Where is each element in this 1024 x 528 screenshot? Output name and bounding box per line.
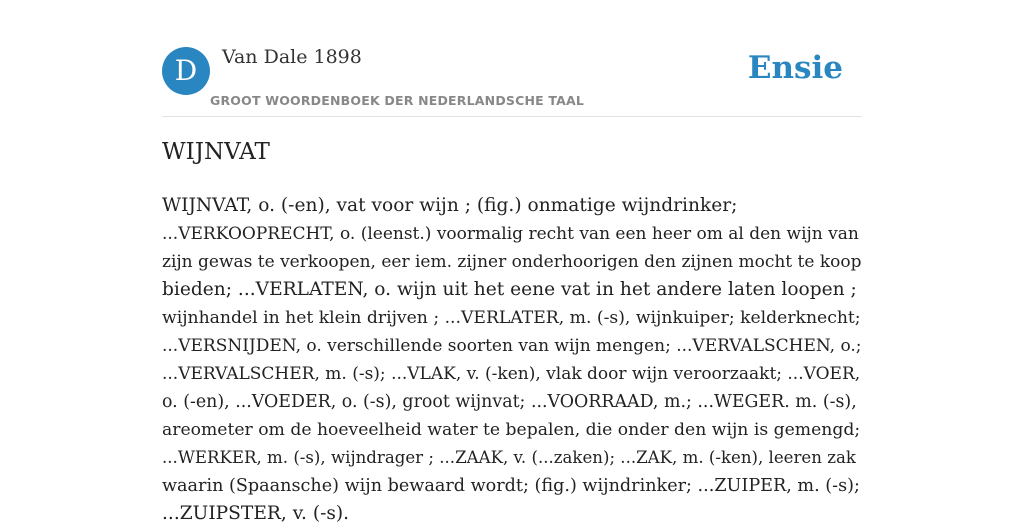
dictionary-subtitle: GROOT WOORDENBOEK DER NEDERLANDSCHE TAAL bbox=[210, 93, 585, 108]
definition-line: WIJNVAT, o. (-en), vat voor wijn ; (fig.) onmatige wijndrinker; bbox=[162, 195, 738, 216]
ensie-brand-link[interactable]: Ensie bbox=[747, 50, 843, 86]
definition-line: zijn gewas te verkoopen, eer iem. zijner onderhoorigen den zijnen mocht te koop bbox=[162, 252, 862, 272]
page bbox=[162, 0, 862, 524]
definition-line: wijnhandel in het klein drijven ; ...VERLATER, m. (-s), wijnkuiper; kelderknecht; bbox=[162, 308, 861, 328]
entry-definition bbox=[162, 192, 862, 528]
definition-line: o. (-en), ...VOEDER, o. (-s), groot wijnvat; ...VOORRAAD, m.; ...WEGER. m. (-s), bbox=[162, 392, 857, 412]
definition-line: ...VERVALSCHER, m. (-s); ...VLAK, v. (-ken), vlak door wijn veroorzaakt; ...VOER, bbox=[162, 364, 861, 384]
definition-line: ...WERKER, m. (-s), wijndrager ; ...ZAAK, v. (...zaken); ...ZAK, m. (-ken), leeren zak bbox=[162, 448, 856, 467]
site-header bbox=[162, 0, 862, 117]
definition-line: waarin (Spaansche) wijn bewaard wordt; (fig.) wijndrinker; ...ZUIPER, m. (-s); bbox=[162, 476, 860, 496]
dictionary-logo[interactable]: D bbox=[162, 47, 210, 95]
definition-line: ...VERSNIJDEN, o. verschillende soorten van wijn mengen; ...VERVALSCHEN, o.; bbox=[162, 336, 862, 356]
dictionary-title[interactable]: Van Dale 1898 bbox=[222, 46, 362, 68]
entry-headword: WIJNVAT bbox=[162, 139, 270, 165]
definition-line: areometer om de hoeveelheid water te bepalen, die onder den wijn is gemengd; bbox=[162, 420, 861, 440]
definition-line: ...ZUIPSTER, v. (-s). bbox=[162, 503, 350, 524]
definition-line: ...VERKOOPRECHT, o. (leenst.) voormalig recht van een heer om al den wijn van bbox=[162, 224, 859, 244]
definition-line: bieden; ...VERLATEN, o. wijn uit het eene vat in het andere laten loopen ; bbox=[162, 279, 857, 300]
